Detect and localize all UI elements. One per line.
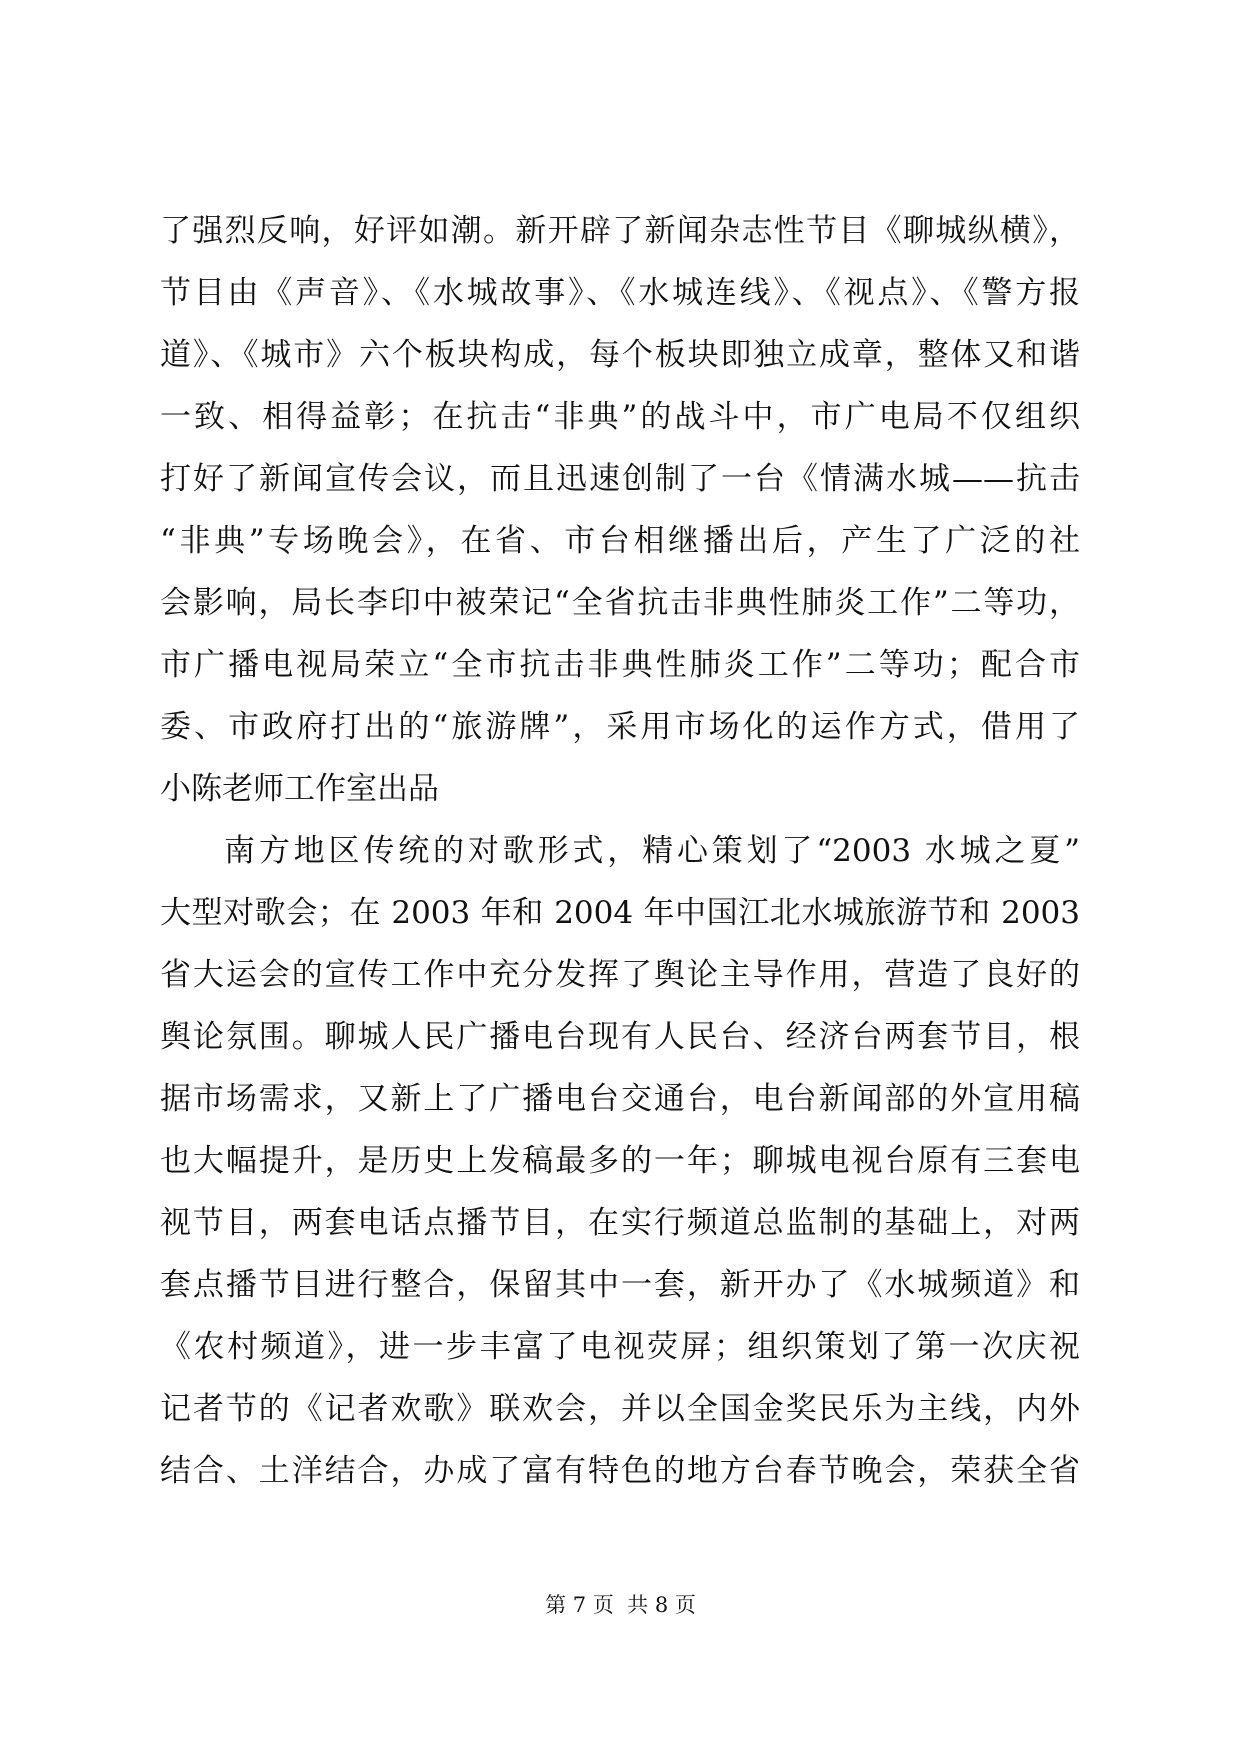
text-line: 市广播电视局荣立“全市抗击非典性肺炎工作”二等功；配合市 (160, 647, 1080, 683)
body-text (160, 200, 1080, 1502)
text-line: 据市场需求，又新上了广播电台交通台，电台新闻部的外宣用稿 (160, 1081, 1080, 1117)
text-line: 省大运会的宣传工作中充分发挥了舆论主导作用，营造了良好的 (160, 957, 1080, 993)
text-line: 大型对歌会；在 2003 年和 2004 年中国江北水城旅游节和 2003 (160, 895, 1080, 931)
text-line: 道》、《城市》六个板块构成，每个板块即独立成章，整体又和谐 (160, 337, 1080, 373)
text-line: 视节目，两套电话点播节目，在实行频道总监制的基础上，对两 (160, 1205, 1080, 1241)
text-line: 打好了新闻宣传会议，而且迅速创制了一台《情满水城——抗击 (160, 461, 1080, 497)
text-line: 南方地区传统的对歌形式，精心策划了“2003 水城之夏” (224, 833, 1080, 869)
text-line: 小陈老师工作室出品 (160, 771, 439, 807)
text-line: 会影响，局长李印中被荣记“全省抗击非典性肺炎工作”二等功， (160, 585, 1080, 621)
text-line: “非典”专场晚会》，在省、市台相继播出后，产生了广泛的社 (160, 523, 1080, 559)
text-line: 节目由《声音》、《水城故事》、《水城连线》、《视点》、《警方报 (160, 275, 1080, 311)
text-line: 结合、土洋结合，办成了富有特色的地方台春节晚会，荣获全省 (160, 1453, 1080, 1489)
paragraph-1 (160, 200, 1080, 820)
page-number-footer: 第 7 页 共 8 页 (545, 1593, 696, 1617)
text-line: 套点播节目进行整合，保留其中一套，新开办了《水城频道》和 (160, 1267, 1080, 1303)
paragraph-2 (160, 820, 1080, 1502)
text-line: 《农村频道》，进一步丰富了电视荧屏；组织策划了第一次庆祝 (160, 1329, 1080, 1365)
text-line: 舆论氛围。聊城人民广播电台现有人民台、经济台两套节目，根 (160, 1019, 1080, 1055)
text-line: 一致、相得益彰；在抗击“非典”的战斗中，市广电局不仅组织 (160, 399, 1080, 435)
text-line: 委、市政府打出的“旅游牌”，采用市场化的运作方式，借用了 (160, 709, 1080, 745)
text-line: 记者节的《记者欢歌》联欢会，并以全国金奖民乐为主线，内外 (160, 1391, 1080, 1427)
text-line: 了强烈反响，好评如潮。新开辟了新闻杂志性节目《聊城纵横》， (160, 213, 1080, 249)
text-line: 也大幅提升，是历史上发稿最多的一年；聊城电视台原有三套电 (160, 1143, 1080, 1179)
